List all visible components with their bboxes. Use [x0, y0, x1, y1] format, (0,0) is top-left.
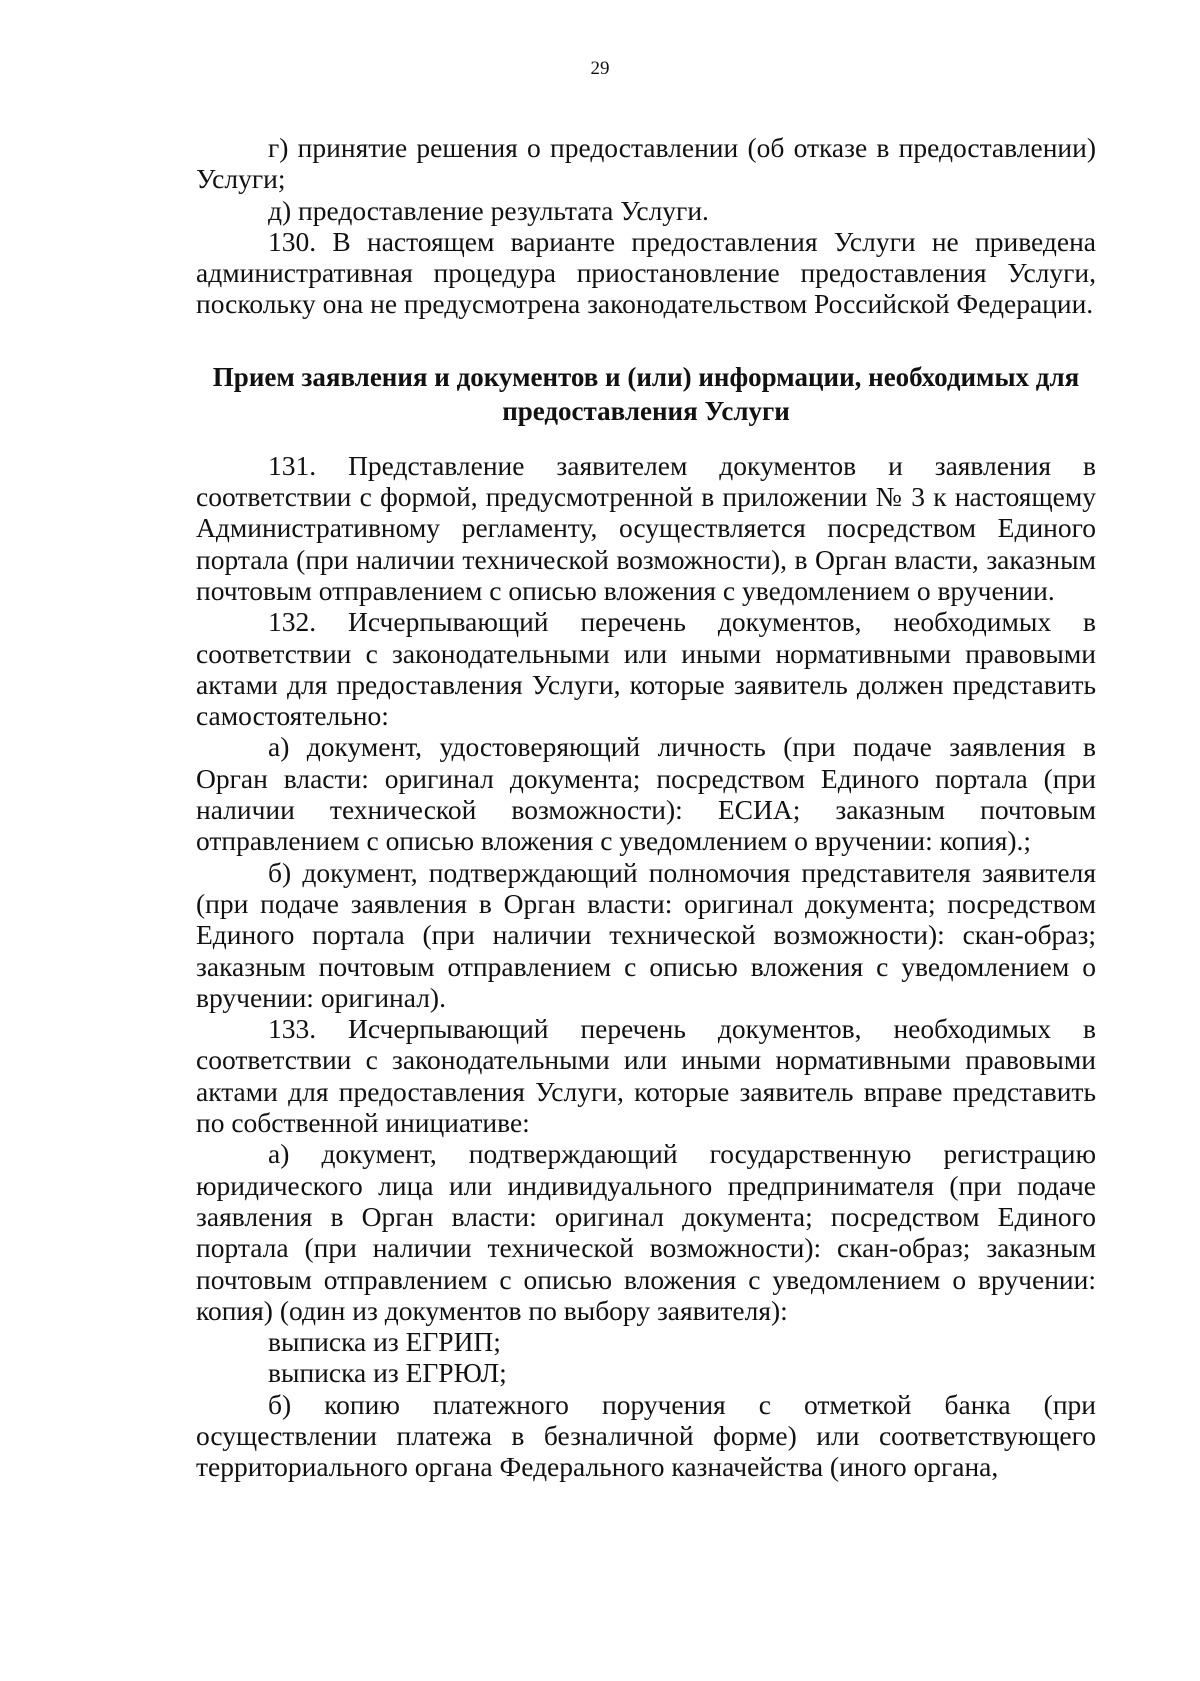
page-number: 29 — [590, 58, 610, 79]
paragraph-133-b: б) копию платежного поручения с отметкой банка (при осуществлении платежа в безналичной форме) или соответствующего территориального органа Федерального казначейства (иного органа, — [196, 1388, 1096, 1483]
paragraph-131: 131. Представление заявителем документов и заявления в соответствии с формой, предусмотренной в приложении № 3 к настоящему Административному регламенту, осуществляется посредством Единого портала (при наличии технической возможности), в Орган власти, заказным почтовым отправлением с описью вложения с уведомлением о вручении. — [196, 449, 1096, 606]
paragraph-130: 130. В настоящем варианте предоставления Услуги не приведена административная процедура приостановление предоставления Услуги, поскольку она не предусмотрена законодательством Российской Федерации. — [196, 225, 1096, 320]
paragraph-item-g: г) принятие решения о предоставлении (об отказе в предоставлении) Услуги; — [196, 132, 1096, 195]
paragraph-132: 132. Исчерпывающий перечень документов, необходимых в соответствии с законодательными или иными нормативными правовыми актами для предоставления Услуги, которые заявитель должен представить самостоятельно: — [196, 606, 1096, 732]
paragraph-item-d: д) предоставление результата Услуги. — [268, 194, 709, 226]
section-heading: Прием заявления и документов и (или) информации, необходимых для предоставления Услуги — [212, 361, 1080, 426]
paragraph-133-a: а) документ, подтверждающий государственную регистрацию юридического лица или индивидуального предпринимателя (при подаче заявления в Орган власти: оригинал документа; посредством Единого портала (при наличии технической возможности): скан-образ; заказным почтовым отправлением с описью вложения с уведомлением о вручении: копия) (один из документов по выбору заявителя): — [196, 1138, 1096, 1326]
paragraph-132-b: б) документ, подтверждающий полномочия представителя заявителя (при подаче заявления в Орган власти: оригинал документа; посредством Единого портала (при наличии технической возможности): скан-образ; заказным почтовым отправлением с описью вложения с уведомлением о вручении: оригинал). — [196, 856, 1096, 1013]
paragraph-132-a: а) документ, удостоверяющий личность (при подаче заявления в Орган власти: оригинал документа; посредством Единого портала (при наличии технической возможности): ЕСИА; заказным почтовым отправлением с описью вложения с уведомлением о вручении: копия).; — [196, 731, 1096, 857]
paragraph-133: 133. Исчерпывающий перечень документов, необходимых в соответствии с законодательными или иными нормативными правовыми актами для предоставления Услуги, которые заявитель вправе представить по собственной инициативе: — [196, 1013, 1096, 1139]
list-item-egrul: выписка из ЕГРЮЛ; — [268, 1357, 507, 1389]
list-item-egrip: выписка из ЕГРИП; — [268, 1326, 501, 1358]
page-content — [196, 132, 1096, 1483]
